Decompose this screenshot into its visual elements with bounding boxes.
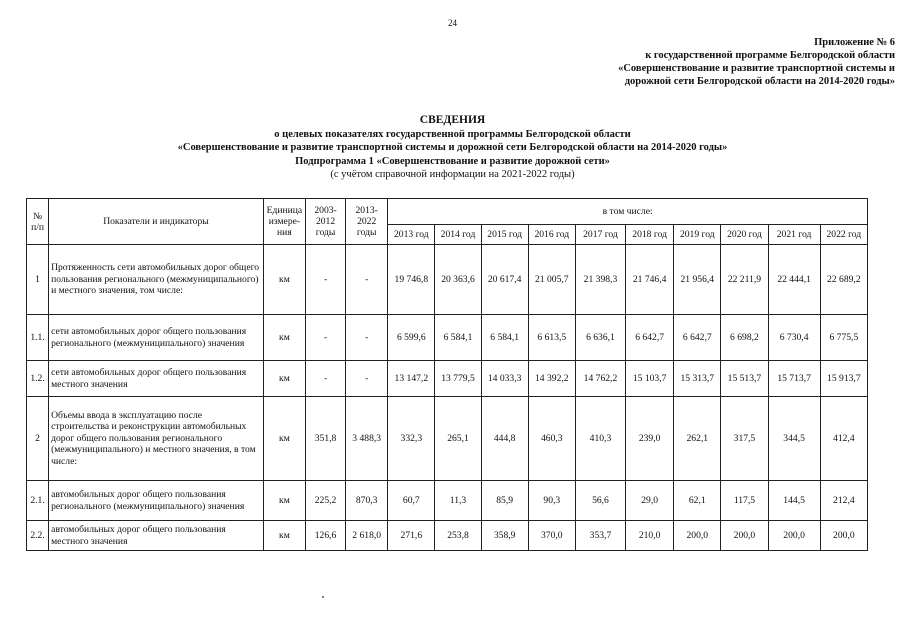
year-value-cell: 200,0	[674, 521, 721, 551]
indicator-name-cell: автомобильных дорог общего пользования местного значения	[49, 521, 264, 551]
year-value-cell: 62,1	[674, 481, 721, 521]
year-value-cell: 22 211,9	[721, 245, 768, 315]
year-value-cell: 265,1	[435, 397, 481, 481]
table-row	[27, 361, 868, 397]
appendix-line: к государственной программе Белгородской области	[645, 50, 895, 61]
indicator-name-cell: автомобильных дорог общего пользования регионального (межмуниципального) значения	[49, 481, 264, 521]
period-2013-2022-cell: -	[346, 315, 388, 361]
period-2003-2012-cell: -	[305, 245, 345, 315]
year-value-cell: 90,3	[528, 481, 575, 521]
year-value-cell: 6 599,6	[388, 315, 435, 361]
year-value-cell: 19 746,8	[388, 245, 435, 315]
year-value-cell: 20 363,6	[435, 245, 481, 315]
period-2003-2012-cell: -	[305, 315, 345, 361]
year-value-cell: 22 444,1	[768, 245, 820, 315]
year-value-cell: 6 613,5	[528, 315, 575, 361]
heading-line: о целевых показателях государственной программы Белгородской области	[274, 128, 631, 140]
year-value-cell: 21 398,3	[575, 245, 625, 315]
scan-speck	[322, 596, 324, 598]
year-value-cell: 11,3	[435, 481, 481, 521]
appendix-note	[560, 36, 895, 88]
year-header: 2021 год	[768, 225, 820, 245]
row-number-cell: 2	[27, 397, 49, 481]
page-number: 24	[448, 18, 457, 28]
appendix-line: «Совершенствование и развитие транспортной системы и	[618, 63, 895, 74]
table-row	[27, 397, 868, 481]
year-value-cell: 332,3	[388, 397, 435, 481]
year-value-cell: 22 689,2	[820, 245, 867, 315]
year-value-cell: 144,5	[768, 481, 820, 521]
heading-line: Подпрограмма 1 «Совершенствование и развитие дорожной сети»	[295, 155, 610, 167]
table-row	[27, 315, 868, 361]
year-value-cell: 6 584,1	[481, 315, 528, 361]
year-value-cell: 60,7	[388, 481, 435, 521]
year-value-cell: 29,0	[626, 481, 674, 521]
year-value-cell: 6 730,4	[768, 315, 820, 361]
year-value-cell: 13 779,5	[435, 361, 481, 397]
period-2013-2022-cell: 3 488,3	[346, 397, 388, 481]
year-header: 2020 год	[721, 225, 768, 245]
year-value-cell: 6 636,1	[575, 315, 625, 361]
year-value-cell: 200,0	[721, 521, 768, 551]
year-value-cell: 200,0	[768, 521, 820, 551]
heading-line: «Совершенствование и развитие транспортной системы и дорожной сети Белгородской области на 2014-2020 годы»	[177, 142, 728, 153]
appendix-line: Приложение № 6	[814, 37, 895, 48]
year-value-cell: 210,0	[626, 521, 674, 551]
year-value-cell: 117,5	[721, 481, 768, 521]
table-row	[27, 245, 868, 315]
document-title: СВЕДЕНИЯ	[419, 114, 486, 126]
indicator-name-cell: Объемы ввода в эксплуатацию после строительства и реконструкции автомобильных дорог общего пользования регионального (межмуниципального) и местного значения, в том числе:	[49, 397, 264, 481]
year-header: 2016 год	[528, 225, 575, 245]
unit-cell: км	[263, 521, 305, 551]
unit-cell: км	[263, 245, 305, 315]
unit-cell: км	[263, 481, 305, 521]
year-value-cell: 20 617,4	[481, 245, 528, 315]
year-value-cell: 370,0	[528, 521, 575, 551]
heading-note: (с учётом справочной информации на 2021-2022 годы)	[330, 169, 575, 180]
period-2013-2022-cell: -	[346, 245, 388, 315]
year-value-cell: 15 313,7	[674, 361, 721, 397]
year-value-cell: 6 698,2	[721, 315, 768, 361]
year-value-cell: 271,6	[388, 521, 435, 551]
year-header: 2019 год	[674, 225, 721, 245]
including-header: в том числе:	[388, 199, 868, 225]
year-value-cell: 14 392,2	[528, 361, 575, 397]
period-2003-2012-cell: 351,8	[305, 397, 345, 481]
year-header: 2015 год	[481, 225, 528, 245]
year-value-cell: 14 033,3	[481, 361, 528, 397]
row-number-cell: 1	[27, 245, 49, 315]
table-row	[27, 481, 868, 521]
year-value-cell: 6 642,7	[626, 315, 674, 361]
year-value-cell: 412,4	[820, 397, 867, 481]
table-row	[27, 521, 868, 551]
indicators-table	[26, 198, 868, 551]
year-value-cell: 56,6	[575, 481, 625, 521]
col-2003-header: 2003- 2012 годы	[305, 199, 345, 245]
year-value-cell: 21 956,4	[674, 245, 721, 315]
period-2003-2012-cell: 225,2	[305, 481, 345, 521]
period-2003-2012-cell: -	[305, 361, 345, 397]
year-value-cell: 262,1	[674, 397, 721, 481]
year-value-cell: 85,9	[481, 481, 528, 521]
year-value-cell: 460,3	[528, 397, 575, 481]
year-value-cell: 6 584,1	[435, 315, 481, 361]
year-value-cell: 14 762,2	[575, 361, 625, 397]
year-value-cell: 358,9	[481, 521, 528, 551]
row-number-cell: 2.1.	[27, 481, 49, 521]
col-indicator-header: Показатели и индикаторы	[49, 199, 264, 245]
year-value-cell: 15 513,7	[721, 361, 768, 397]
period-2003-2012-cell: 126,6	[305, 521, 345, 551]
indicator-name-cell: сети автомобильных дорог общего пользования местного значения	[49, 361, 264, 397]
year-value-cell: 212,4	[820, 481, 867, 521]
document-heading	[0, 114, 905, 182]
year-header: 2014 год	[435, 225, 481, 245]
year-header: 2022 год	[820, 225, 867, 245]
year-value-cell: 410,3	[575, 397, 625, 481]
year-header: 2017 год	[575, 225, 625, 245]
year-value-cell: 353,7	[575, 521, 625, 551]
year-value-cell: 15 713,7	[768, 361, 820, 397]
period-2013-2022-cell: -	[346, 361, 388, 397]
year-value-cell: 13 147,2	[388, 361, 435, 397]
year-value-cell: 6 775,5	[820, 315, 867, 361]
year-value-cell: 344,5	[768, 397, 820, 481]
row-number-cell: 1.1.	[27, 315, 49, 361]
year-value-cell: 6 642,7	[674, 315, 721, 361]
year-value-cell: 15 913,7	[820, 361, 867, 397]
indicator-name-cell: Протяженность сети автомобильных дорог общего пользования регионального (межмуниципального) и местного значения, том числе:	[49, 245, 264, 315]
period-2013-2022-cell: 870,3	[346, 481, 388, 521]
row-number-cell: 2.2.	[27, 521, 49, 551]
col-unit-header: Единица измере- ния	[263, 199, 305, 245]
year-value-cell: 444,8	[481, 397, 528, 481]
year-value-cell: 253,8	[435, 521, 481, 551]
year-value-cell: 200,0	[820, 521, 867, 551]
year-value-cell: 239,0	[626, 397, 674, 481]
unit-cell: км	[263, 315, 305, 361]
year-header: 2013 год	[388, 225, 435, 245]
col-2013-header: 2013- 2022 годы	[346, 199, 388, 245]
year-value-cell: 21 746,4	[626, 245, 674, 315]
col-num-header: № п/п	[27, 199, 49, 245]
appendix-line: дорожной сети Белгородской области на 2014-2020 годы»	[624, 76, 895, 87]
period-2013-2022-cell: 2 618,0	[346, 521, 388, 551]
year-value-cell: 317,5	[721, 397, 768, 481]
indicator-name-cell: сети автомобильных дорог общего пользования регионального (межмуниципального) значения	[49, 315, 264, 361]
year-header: 2018 год	[626, 225, 674, 245]
year-value-cell: 15 103,7	[626, 361, 674, 397]
row-number-cell: 1.2.	[27, 361, 49, 397]
unit-cell: км	[263, 361, 305, 397]
unit-cell: км	[263, 397, 305, 481]
year-value-cell: 21 005,7	[528, 245, 575, 315]
